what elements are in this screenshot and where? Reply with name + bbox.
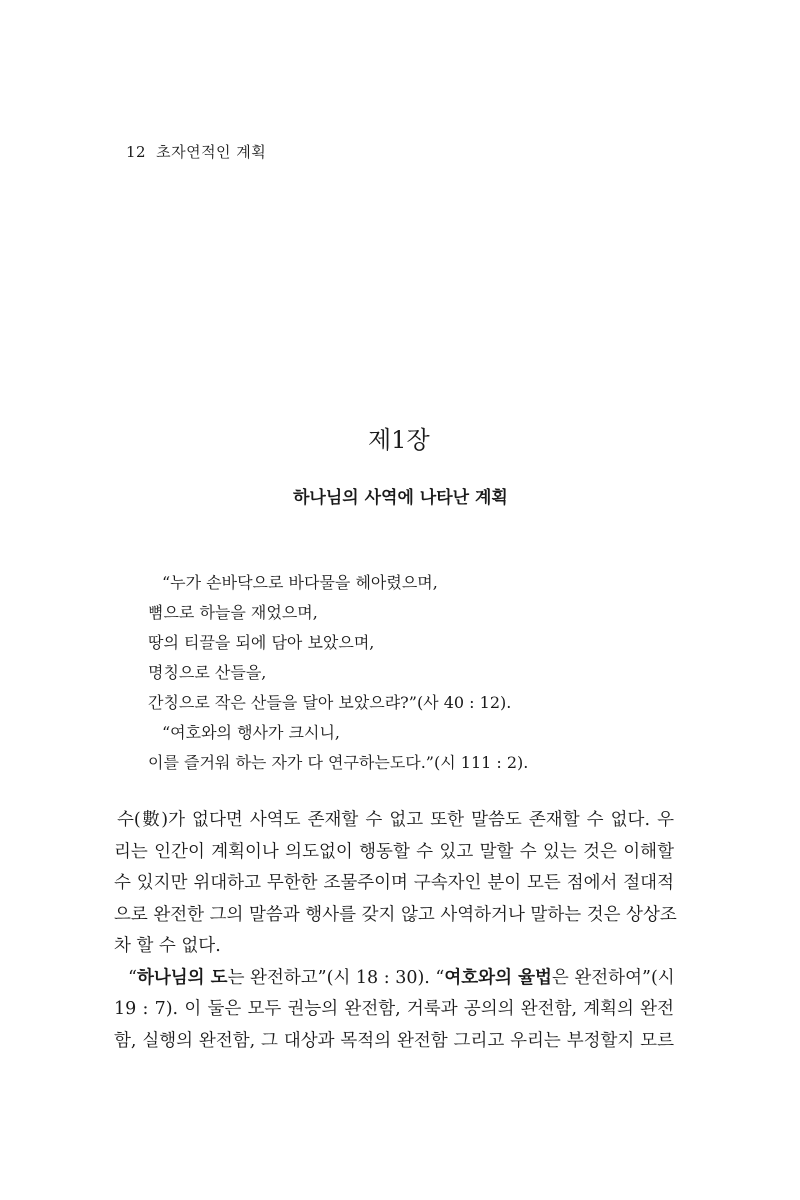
chapter-title: 하나님의 사역에 나타난 계획 xyxy=(293,488,508,508)
epigraph-line: “누가 손바닥으로 바다물을 헤아렸으며, xyxy=(162,573,438,592)
epigraph-line: 명칭으로 산들을, xyxy=(148,663,267,682)
epigraph-line: 간칭으로 작은 산들을 달아 보았으랴?”(사 40 : 12). xyxy=(148,693,512,712)
text-run: 는 완전하고”(시 18 : 30). “ xyxy=(227,967,445,988)
body-line: 수 있지만 위대하고 무한한 조물주이며 구속자인 분이 모든 점에서 절대적 xyxy=(114,873,674,893)
body-text xyxy=(114,805,677,1057)
epigraph xyxy=(148,568,708,778)
epigraph-line: 땅의 티끌을 되에 담아 보았으며, xyxy=(148,633,375,652)
body-line: 차 할 수 없다. xyxy=(114,936,221,956)
chapter-number: 제1장 xyxy=(368,426,430,454)
text-run: 은 완전하여”(시 xyxy=(551,967,675,988)
body-line-emphasis xyxy=(114,963,674,995)
bold-phrase: 하나님의 도 xyxy=(136,967,228,988)
epigraph-line: 이를 즐거워 하는 자가 다 연구하는도다.”(시 111 : 2). xyxy=(148,753,529,772)
running-head xyxy=(126,141,266,162)
body-line: 함, 실행의 완전함, 그 대상과 목적의 완전함 그리고 우리는 부정할지 모르 xyxy=(114,1030,674,1051)
page-number: 12 xyxy=(126,143,147,161)
body-line: 19 : 7). 이 둘은 모두 권능의 완전함, 거룩과 공의의 완전함, 계획의 완전 xyxy=(114,999,674,1019)
body-line: 리는 인간이 계획이나 의도없이 행동할 수 있고 말할 수 있는 것은 이해할 xyxy=(114,841,674,862)
body-line: 수(數)가 없다면 사역도 존재할 수 없고 또한 말씀도 존재할 수 없다. 우 xyxy=(117,810,674,830)
book-title: 초자연적인 계획 xyxy=(156,143,267,161)
text-run: “ xyxy=(128,967,137,988)
body-line: 으로 완전한 그의 말씀과 행사를 갖지 않고 사역하거나 말하는 것은 상상조 xyxy=(114,904,677,925)
epigraph-line: 뼘으로 하늘을 재었으며, xyxy=(148,603,318,622)
bold-phrase: 여호와의 율법 xyxy=(444,967,552,988)
epigraph-line: “여호와의 행사가 크시니, xyxy=(162,723,340,742)
